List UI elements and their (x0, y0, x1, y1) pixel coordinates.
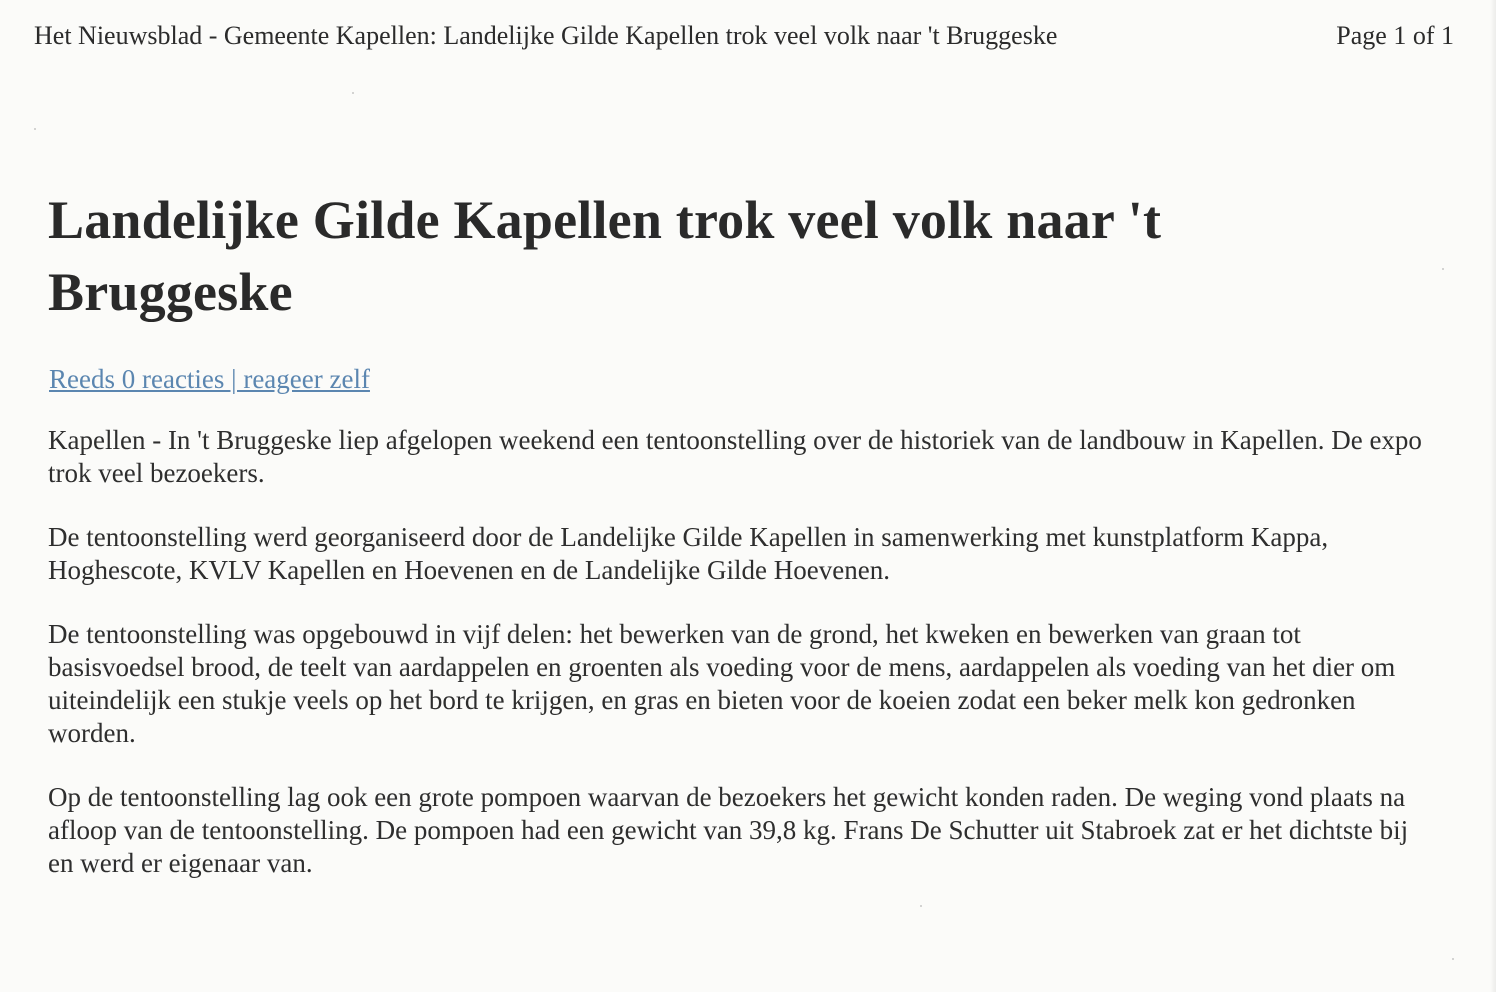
scan-edge-shadow (1490, 0, 1496, 992)
reactions-link[interactable] (49, 362, 370, 396)
scan-speck (1452, 958, 1454, 960)
article-paragraph-intro: Kapellen - In 't Bruggeske liep afgelopen weekend een tentoonstelling over de historiek van de landbouw in Kapellen. De expo trok veel bezoekers. (48, 425, 1422, 488)
reactions-link-text[interactable]: Reeds 0 reacties | reageer zelf (49, 364, 370, 394)
scan-speck (920, 905, 922, 907)
article-headline: Landelijke Gilde Kapellen trok veel volk naar 't Bruggeske (48, 190, 1162, 322)
scan-speck (34, 128, 36, 130)
article-paragraph-sections: De tentoonstelling was opgebouwd in vijf delen: het bewerken van de grond, het kweken en bewerken van graan tot basisvoedsel brood, de teelt van aardappelen en groenten als voeding voor de mens, aardappelen als voeding van het dier om uiteindelijk een stukje veels op het bord te krijgen, en gras en bieten voor de koeien zodat een beker melk kon gedronken worden. (48, 619, 1396, 748)
scan-speck (352, 92, 354, 94)
print-header-title: Het Nieuwsblad - Gemeente Kapellen: Landelijke Gilde Kapellen trok veel volk naar 't Bruggeske (34, 21, 1058, 50)
article-body (48, 424, 1428, 911)
scan-speck (1442, 268, 1444, 270)
article-paragraph-pumpkin: Op de tentoonstelling lag ook een grote pompoen waarvan de bezoekers het gewicht konden raden. De weging vond plaats na afloop van de tentoonstelling. De pompoen had een gewicht van 39,8 kg. Frans De Schutter uit Stabroek zat er het dichtste bij en werd er eigenaar van. (48, 782, 1409, 878)
article-paragraph-organisers: De tentoonstelling werd georganiseerd door de Landelijke Gilde Kapellen in samenwerking met kunstplatform Kappa, Hoghescote, KVLV Kapellen en Hoevenen en de Landelijke Gilde Hoevenen. (48, 522, 1329, 585)
page-indicator: Page 1 of 1 (1336, 21, 1454, 50)
